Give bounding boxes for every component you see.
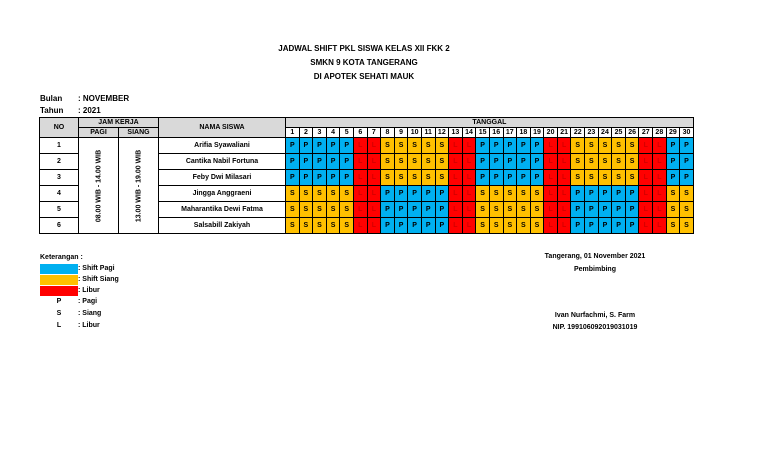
shift-cell: S — [421, 138, 435, 154]
student-name: Jingga Anggraeni — [159, 186, 286, 202]
shift-cell: S — [517, 186, 531, 202]
student-name: Maharantika Dewi Fatma — [159, 202, 286, 218]
shift-cell: P — [313, 138, 327, 154]
shift-cell: P — [340, 138, 354, 154]
shift-cell: S — [381, 170, 395, 186]
shift-cell: P — [503, 170, 517, 186]
shift-cell: P — [408, 202, 422, 218]
shift-cell: S — [585, 154, 599, 170]
day-header: 23 — [585, 128, 599, 138]
shift-cell: S — [489, 218, 503, 234]
shift-cell: S — [340, 186, 354, 202]
row-number: 1 — [40, 138, 79, 154]
month-row — [40, 94, 129, 103]
month-value: : NOVEMBER — [78, 94, 130, 103]
shift-cell: L — [653, 218, 667, 234]
month-label: Bulan — [40, 94, 63, 103]
shift-cell: L — [653, 154, 667, 170]
shift-cell: S — [299, 186, 313, 202]
no-header: NO — [40, 118, 79, 138]
row-number: 2 — [40, 154, 79, 170]
day-header: 20 — [544, 128, 558, 138]
day-header: 24 — [598, 128, 612, 138]
shift-cell: P — [625, 186, 639, 202]
document-title — [0, 42, 728, 84]
signature-role: Pembimbing — [573, 266, 616, 273]
shift-cell: P — [530, 170, 544, 186]
legend-symbol: S — [56, 310, 62, 317]
shift-cell: S — [598, 154, 612, 170]
shift-cell: P — [571, 218, 585, 234]
shift-cell: S — [340, 218, 354, 234]
shift-cell: L — [353, 202, 367, 218]
student-name: Salsabill Zakiyah — [159, 218, 286, 234]
shift-cell: L — [544, 218, 558, 234]
row-number: 6 — [40, 218, 79, 234]
row-number: 5 — [40, 202, 79, 218]
shift-cell: L — [462, 202, 476, 218]
shift-cell: L — [449, 186, 463, 202]
shift-cell: L — [544, 138, 558, 154]
shift-cell: S — [435, 170, 449, 186]
shift-cell: P — [421, 186, 435, 202]
shift-cell: P — [489, 154, 503, 170]
day-header: 11 — [421, 128, 435, 138]
shift-cell: L — [367, 170, 381, 186]
shift-cell: S — [313, 202, 327, 218]
shift-cell: P — [489, 138, 503, 154]
year-row — [40, 106, 101, 115]
shift-cell: S — [394, 138, 408, 154]
pagi-hours-text: 08.00 WIB - 14.00 WIB — [95, 149, 102, 222]
day-header: 26 — [625, 128, 639, 138]
day-header: 5 — [340, 128, 354, 138]
shift-cell: P — [394, 218, 408, 234]
shift-cell: S — [421, 170, 435, 186]
shift-cell: S — [381, 138, 395, 154]
shift-cell: S — [394, 170, 408, 186]
legend-code-text: : Siang — [78, 310, 102, 317]
shift-cell: S — [408, 154, 422, 170]
shift-cell: S — [326, 218, 340, 234]
legend-symbol: P — [56, 298, 62, 305]
shift-cell: S — [408, 138, 422, 154]
siang-hours-cell — [119, 138, 159, 234]
shift-cell: P — [313, 154, 327, 170]
shift-cell: P — [530, 154, 544, 170]
shift-cell: S — [612, 138, 626, 154]
day-header: 27 — [639, 128, 653, 138]
shift-cell: P — [381, 202, 395, 218]
shift-cell: L — [544, 186, 558, 202]
shift-cell: S — [489, 186, 503, 202]
shift-cell: P — [381, 186, 395, 202]
signature-place-date: Tangerang, 01 November 2021 — [544, 253, 646, 260]
shift-cell: P — [435, 186, 449, 202]
shift-cell: P — [598, 218, 612, 234]
shift-cell: S — [299, 218, 313, 234]
shift-cell: L — [367, 202, 381, 218]
shift-cell: L — [653, 138, 667, 154]
shift-cell: P — [340, 170, 354, 186]
shift-cell: P — [286, 138, 300, 154]
shift-cell: P — [680, 154, 694, 170]
student-name: Feby Dwi Milasari — [159, 170, 286, 186]
legend-color-item — [40, 286, 240, 297]
day-header: 8 — [381, 128, 395, 138]
row-number: 3 — [40, 170, 79, 186]
legend-swatch — [40, 264, 78, 274]
siang-header: SIANG — [119, 128, 159, 138]
shift-cell: L — [353, 170, 367, 186]
shift-cell: L — [367, 154, 381, 170]
shift-cell: P — [394, 202, 408, 218]
shift-cell: P — [625, 202, 639, 218]
shift-cell: S — [476, 218, 490, 234]
shift-cell: L — [367, 138, 381, 154]
shift-cell: S — [326, 202, 340, 218]
student-name: Arifia Syawaliani — [159, 138, 286, 154]
shift-cell: S — [598, 170, 612, 186]
shift-cell: L — [367, 186, 381, 202]
signature-name: Ivan Nurfachmi, S. Farm — [554, 312, 636, 319]
shift-cell: L — [557, 170, 571, 186]
shift-cell: P — [585, 186, 599, 202]
shift-cell: L — [449, 218, 463, 234]
shift-cell: S — [476, 202, 490, 218]
shift-cell: L — [544, 154, 558, 170]
shift-cell: L — [449, 138, 463, 154]
shift-cell: S — [435, 138, 449, 154]
shift-cell: P — [585, 218, 599, 234]
row-number: 4 — [40, 186, 79, 202]
shift-cell: P — [326, 154, 340, 170]
shift-cell: L — [367, 218, 381, 234]
day-header: 13 — [449, 128, 463, 138]
shift-cell: P — [476, 170, 490, 186]
shift-cell: S — [585, 138, 599, 154]
shift-cell: P — [517, 138, 531, 154]
nama-siswa-header: NAMA SISWA — [159, 118, 286, 138]
shift-cell: L — [353, 154, 367, 170]
jam-kerja-header: JAM KERJA — [79, 118, 159, 128]
shift-cell: P — [517, 170, 531, 186]
shift-cell: L — [544, 170, 558, 186]
day-header: 4 — [326, 128, 340, 138]
legend — [40, 254, 119, 329]
shift-cell: P — [612, 202, 626, 218]
shift-cell: S — [666, 202, 680, 218]
shift-cell: P — [299, 154, 313, 170]
shift-cell: S — [489, 202, 503, 218]
shift-cell: S — [585, 170, 599, 186]
shift-cell: P — [421, 218, 435, 234]
shift-cell: L — [557, 218, 571, 234]
year-label: Tahun — [40, 106, 64, 115]
legend-symbol: L — [56, 322, 62, 329]
shift-cell: P — [666, 170, 680, 186]
shift-cell: S — [530, 186, 544, 202]
shift-cell: L — [353, 186, 367, 202]
shift-cell: P — [286, 154, 300, 170]
table-row — [40, 138, 694, 154]
shift-cell: S — [435, 154, 449, 170]
shift-cell: P — [408, 186, 422, 202]
shift-cell: S — [313, 186, 327, 202]
day-header: 7 — [367, 128, 381, 138]
shift-cell: P — [598, 202, 612, 218]
shift-schedule-table — [39, 117, 694, 234]
shift-cell: P — [476, 154, 490, 170]
pagi-header: PAGI — [79, 128, 119, 138]
shift-cell: S — [517, 202, 531, 218]
shift-cell: L — [639, 186, 653, 202]
title-line-1: JADWAL SHIFT PKL SISWA KELAS XII FKK 2 — [278, 44, 450, 53]
shift-cell: P — [476, 138, 490, 154]
title-line-2: SMKN 9 KOTA TANGERANG — [310, 58, 418, 67]
shift-cell: S — [571, 138, 585, 154]
legend-title: Keterangan : — [40, 254, 83, 261]
legend-color-item — [40, 275, 240, 286]
year-value: : 2021 — [78, 106, 101, 115]
day-header: 17 — [503, 128, 517, 138]
shift-cell: P — [517, 154, 531, 170]
shift-cell: L — [462, 186, 476, 202]
shift-cell: P — [381, 218, 395, 234]
shift-cell: P — [612, 218, 626, 234]
shift-cell: P — [326, 170, 340, 186]
shift-cell: P — [435, 202, 449, 218]
day-header: 19 — [530, 128, 544, 138]
shift-cell: P — [340, 154, 354, 170]
shift-cell: S — [530, 218, 544, 234]
shift-cell: S — [503, 202, 517, 218]
shift-cell: S — [476, 186, 490, 202]
shift-cell: S — [666, 186, 680, 202]
legend-color-item — [40, 264, 240, 275]
shift-cell: P — [571, 186, 585, 202]
shift-cell: L — [353, 138, 367, 154]
shift-cell: S — [612, 170, 626, 186]
shift-cell: P — [408, 218, 422, 234]
shift-cell: L — [639, 202, 653, 218]
shift-cell: S — [408, 170, 422, 186]
shift-cell: S — [326, 186, 340, 202]
day-header: 22 — [571, 128, 585, 138]
legend-code-text: : Libur — [78, 322, 100, 329]
shift-cell: S — [598, 138, 612, 154]
legend-text: : Libur — [78, 287, 100, 294]
shift-cell: S — [571, 154, 585, 170]
shift-cell: P — [299, 170, 313, 186]
signature-nip: NIP. 199106092019031019 — [552, 324, 638, 331]
shift-cell: P — [394, 186, 408, 202]
shift-cell: L — [653, 170, 667, 186]
shift-cell: L — [653, 202, 667, 218]
shift-cell: S — [680, 202, 694, 218]
shift-cell: P — [598, 186, 612, 202]
shift-cell: P — [666, 138, 680, 154]
shift-cell: L — [639, 154, 653, 170]
shift-cell: S — [666, 218, 680, 234]
shift-cell: P — [571, 202, 585, 218]
shift-cell: P — [299, 138, 313, 154]
day-header: 16 — [489, 128, 503, 138]
day-header: 15 — [476, 128, 490, 138]
shift-cell: P — [503, 138, 517, 154]
shift-cell: L — [639, 170, 653, 186]
day-header: 28 — [653, 128, 667, 138]
day-header: 25 — [612, 128, 626, 138]
legend-text: : Shift Siang — [78, 276, 119, 283]
shift-cell: S — [625, 170, 639, 186]
shift-cell: P — [421, 202, 435, 218]
legend-code-item — [40, 322, 240, 333]
title-line-3: DI APOTEK SEHATI MAUK — [313, 72, 415, 81]
shift-cell: S — [571, 170, 585, 186]
shift-cell: S — [503, 186, 517, 202]
legend-text: : Shift Pagi — [78, 265, 115, 272]
shift-cell: P — [612, 186, 626, 202]
shift-cell: S — [313, 218, 327, 234]
legend-swatch — [40, 275, 78, 285]
shift-cell: P — [489, 170, 503, 186]
pagi-hours-cell — [79, 138, 119, 234]
shift-cell: S — [625, 154, 639, 170]
shift-cell: S — [680, 186, 694, 202]
shift-cell: L — [449, 154, 463, 170]
legend-code-item — [40, 310, 240, 321]
legend-code-item — [40, 298, 240, 309]
day-header: 12 — [435, 128, 449, 138]
shift-cell: L — [462, 154, 476, 170]
day-header: 1 — [286, 128, 300, 138]
shift-cell: L — [557, 154, 571, 170]
shift-cell: P — [313, 170, 327, 186]
shift-cell: S — [381, 154, 395, 170]
shift-cell: S — [625, 138, 639, 154]
day-header: 3 — [313, 128, 327, 138]
shift-cell: S — [503, 218, 517, 234]
legend-code-text: : Pagi — [78, 298, 98, 305]
day-header: 18 — [517, 128, 531, 138]
shift-cell: L — [639, 218, 653, 234]
shift-cell: P — [666, 154, 680, 170]
shift-cell: S — [530, 202, 544, 218]
shift-cell: P — [326, 138, 340, 154]
day-header: 21 — [557, 128, 571, 138]
shift-cell: S — [299, 202, 313, 218]
day-header: 6 — [353, 128, 367, 138]
day-header: 10 — [408, 128, 422, 138]
day-header: 2 — [299, 128, 313, 138]
shift-cell: L — [544, 202, 558, 218]
shift-cell: S — [286, 202, 300, 218]
shift-cell: L — [557, 138, 571, 154]
shift-cell: S — [680, 218, 694, 234]
shift-cell: P — [585, 202, 599, 218]
day-header: 30 — [680, 128, 694, 138]
shift-cell: S — [612, 154, 626, 170]
shift-cell: L — [353, 218, 367, 234]
shift-cell: L — [462, 218, 476, 234]
shift-cell: P — [435, 218, 449, 234]
legend-swatch — [40, 286, 78, 296]
shift-cell: S — [394, 154, 408, 170]
shift-cell: P — [625, 218, 639, 234]
tanggal-header: TANGGAL — [286, 118, 694, 128]
shift-cell: P — [680, 138, 694, 154]
shift-cell: S — [517, 218, 531, 234]
shift-cell: L — [449, 170, 463, 186]
shift-cell: L — [449, 202, 463, 218]
shift-cell: P — [286, 170, 300, 186]
shift-cell: P — [530, 138, 544, 154]
student-name: Cantika Nabil Fortuna — [159, 154, 286, 170]
shift-cell: L — [462, 170, 476, 186]
day-header: 29 — [666, 128, 680, 138]
shift-cell: S — [421, 154, 435, 170]
shift-cell: L — [639, 138, 653, 154]
shift-cell: P — [680, 170, 694, 186]
siang-hours-text: 13.00 WIB - 19.00 WIB — [135, 149, 142, 222]
shift-cell: S — [286, 186, 300, 202]
shift-cell: S — [340, 202, 354, 218]
shift-cell: L — [557, 186, 571, 202]
shift-cell: L — [462, 138, 476, 154]
day-header: 14 — [462, 128, 476, 138]
shift-cell: P — [503, 154, 517, 170]
shift-cell: S — [286, 218, 300, 234]
shift-cell: L — [653, 186, 667, 202]
shift-cell: L — [557, 202, 571, 218]
day-header: 9 — [394, 128, 408, 138]
